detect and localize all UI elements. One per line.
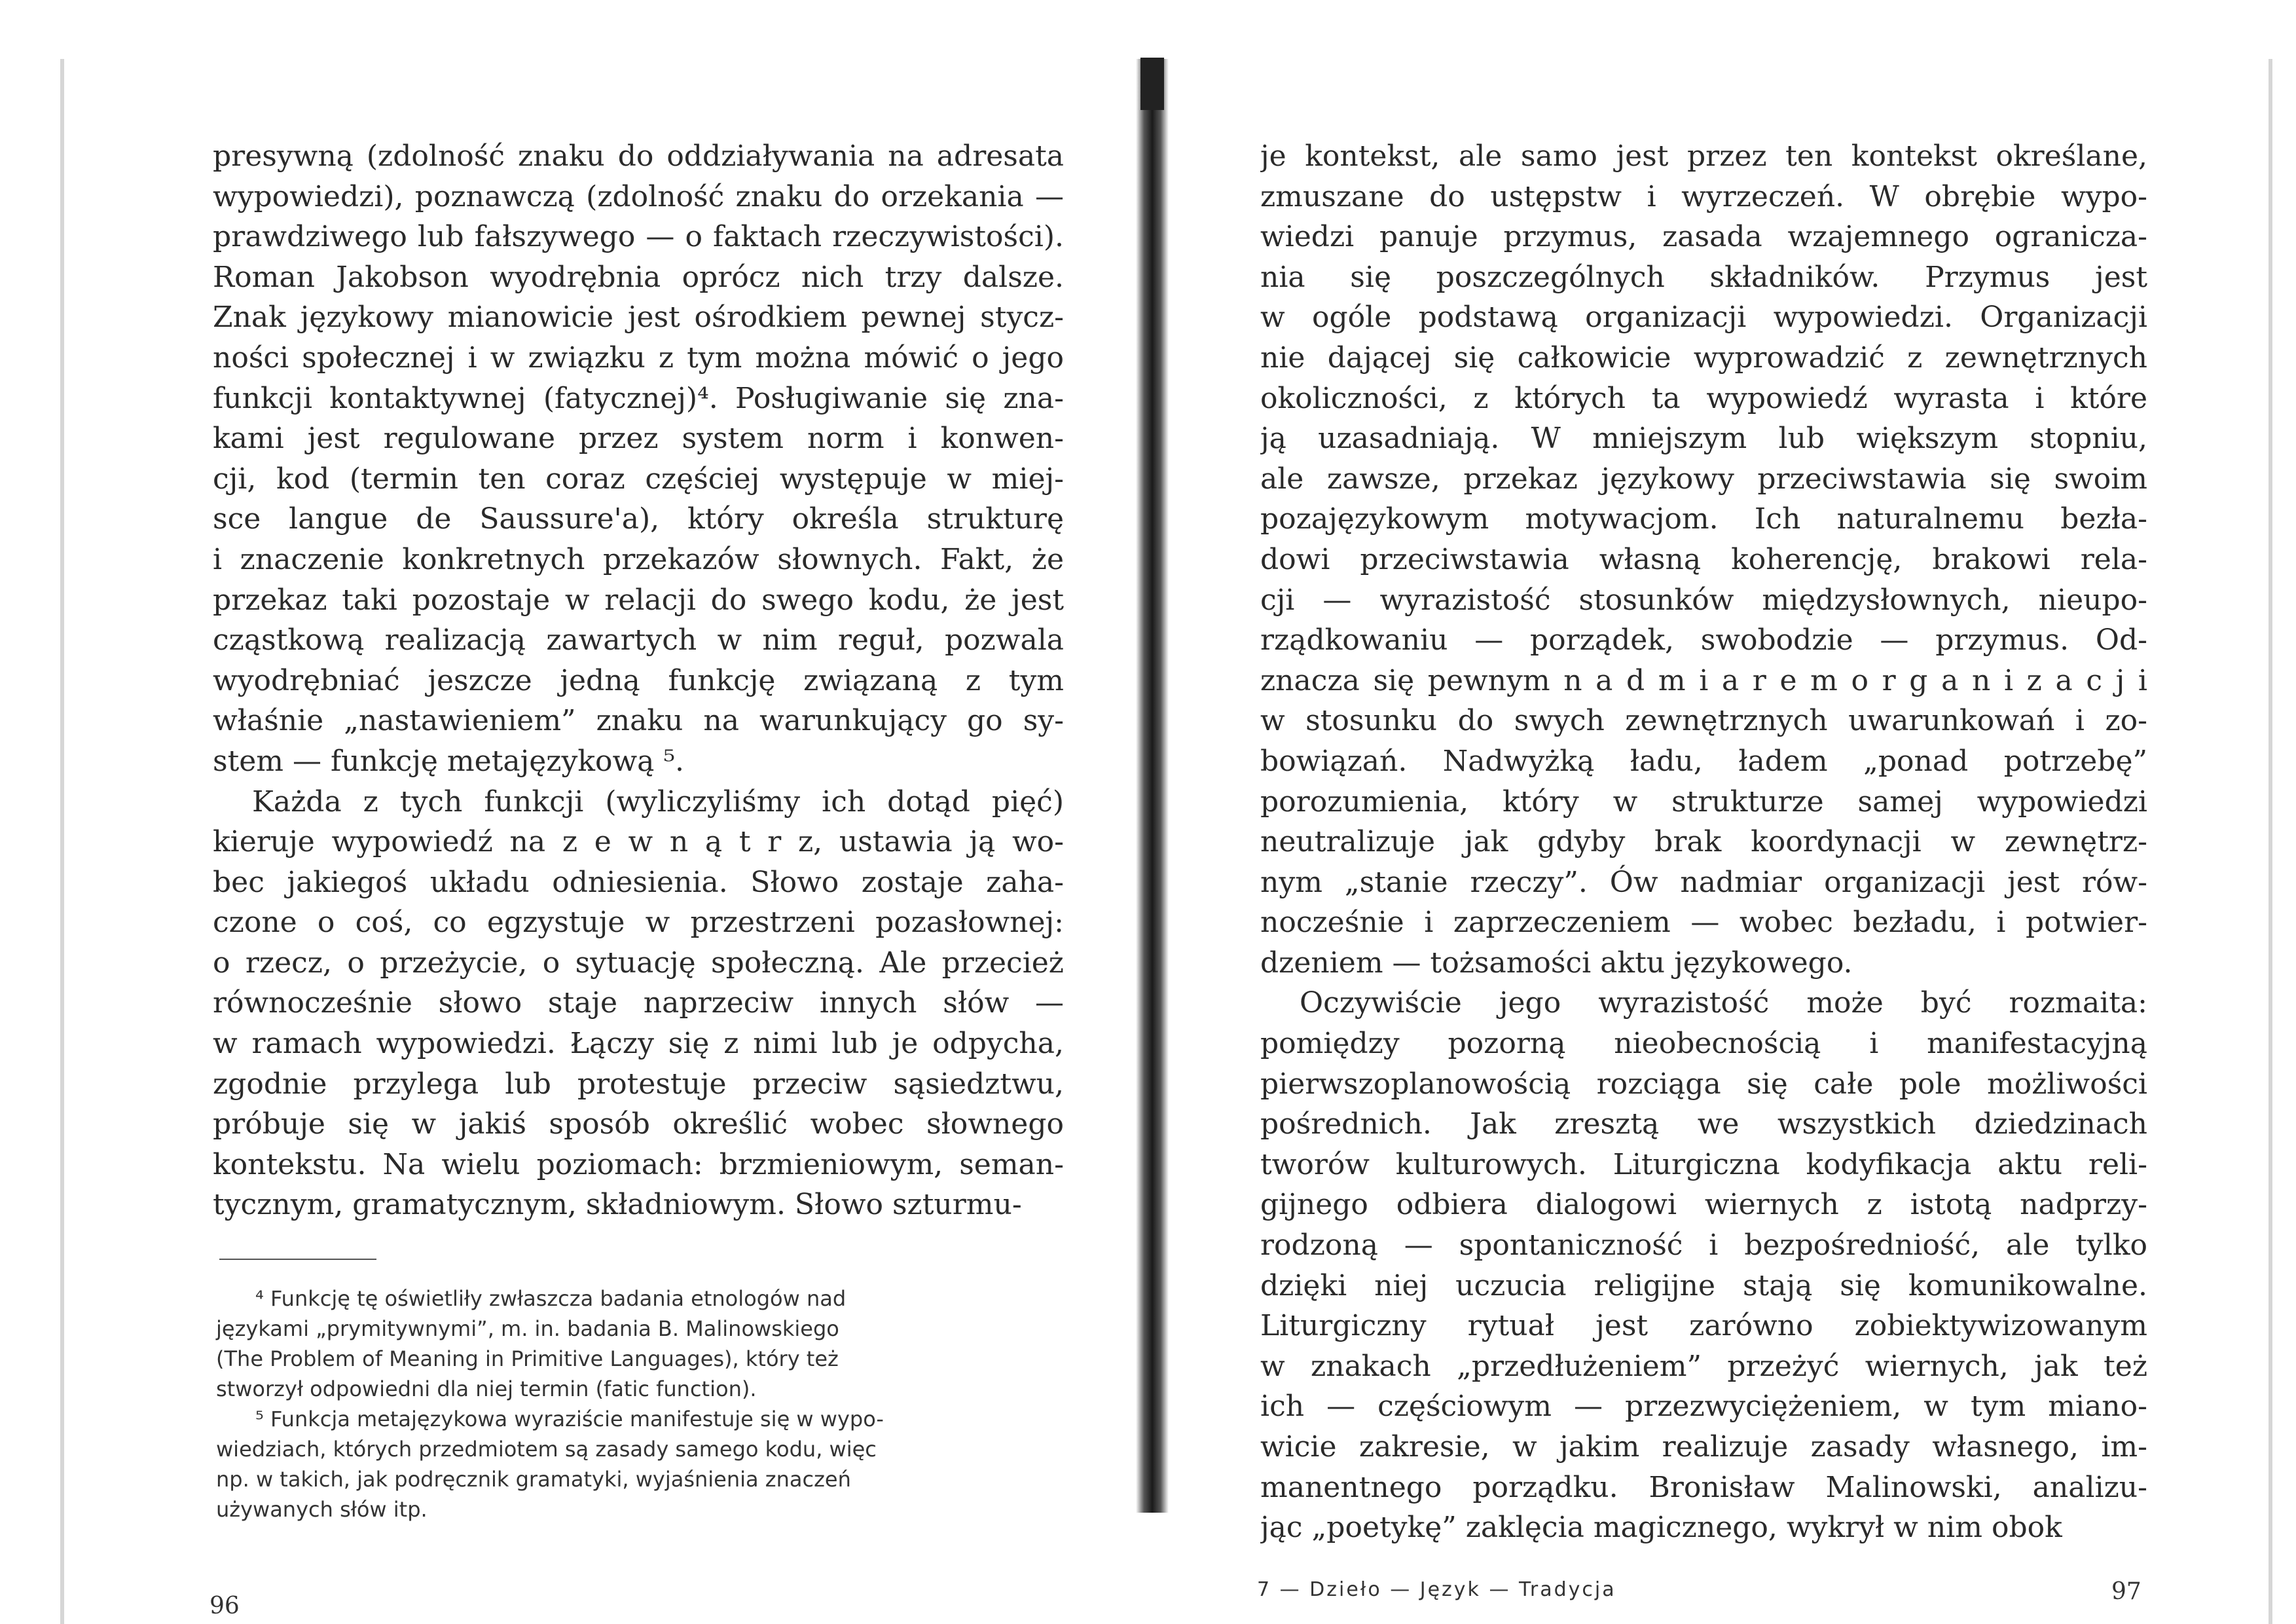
page-number-left: 96: [210, 1593, 240, 1619]
text-line: w znakach „przedłużeniem” przeżyć wiernych, jak też: [1260, 1349, 2147, 1383]
text-line: wyodrębniać jeszcze jedną funkcję związaną z tym: [213, 663, 1064, 697]
text-line: w ogóle podstawą organizacji wypowiedzi. Organizacji: [1260, 301, 2147, 335]
page-edge-shadow: [60, 59, 64, 1624]
text-line: Znak językowy mianowicie jest ośrodkiem pewnej stycz-: [213, 301, 1064, 335]
footnote-line: językami „prymitywnymi”, m. in. badania B. Malinowskiego: [216, 1316, 839, 1341]
text-line: funkcji kontaktywnej (fatycznej)⁴. Posługiwanie się zna-: [213, 381, 1064, 415]
text-line: kontekstu. Na wielu poziomach: brzmieniowym, seman-: [213, 1147, 1064, 1181]
text-line: pośrednich. Jak zresztą we wszystkich dziedzinach: [1260, 1107, 2147, 1141]
text-line: sce langue de Saussure'a), który określa strukturę: [213, 502, 1064, 536]
footnote-line: np. w takich, jak podręcznik gramatyki, wyjaśnienia znaczeń: [216, 1467, 851, 1492]
text-line: wypowiedzi), poznawczą (zdolność znaku do orzekania —: [213, 179, 1064, 213]
text-line: w stosunku do swych zewnętrznych uwarunkowań i zo-: [1260, 704, 2147, 738]
text-line: Oczywiście jego wyrazistość może być rozmaita:: [1300, 986, 2147, 1020]
text-line: pierwszoplanowością rozciąga się całe pole możliwości: [1260, 1067, 2147, 1101]
text-line: nia się poszczególnych składników. Przymus jest: [1260, 260, 2147, 294]
text-line: kieruje wypowiedź na z e w n ą t r z, ustawia ją wo-: [213, 825, 1064, 859]
text-line: nym „stanie rzeczy”. Ów nadmiar organizacji jest rów-: [1260, 865, 2147, 899]
text-line: Liturgiczny rytuał jest zarówno zobiektywizowanym: [1260, 1309, 2147, 1343]
text-line: nocześnie i zaprzeczeniem — wobec bezładu, i potwier-: [1260, 906, 2147, 940]
text-line: ją uzasadniają. W mniejszym lub większym stopniu,: [1260, 422, 2147, 456]
text-line: wicie zakresie, w jakim realizuje zasady własnego, im-: [1260, 1430, 2147, 1464]
text-line: zgodnie przylega lub protestuje przeciw sąsiedztwu,: [213, 1067, 1064, 1101]
text-line: manentnego porządku. Bronisław Malinowski, analizu-: [1260, 1470, 2147, 1504]
footnote-line: (The Problem of Meaning in Primitive Languages), który też: [216, 1346, 839, 1371]
text-line: cząstkową realizacją zawartych w nim reguł, pozwala: [213, 623, 1064, 657]
text-line: pozajęzykowym motywacjom. Ich naturalnemu bezła-: [1260, 502, 2147, 536]
text-line: ich — częściowym — przezwyciężeniem, w tym miano-: [1260, 1390, 2147, 1424]
footnotes: [216, 1283, 1064, 1524]
text-line: nie dającej się całkowicie wyprowadzić z zewnętrznych: [1260, 341, 2147, 375]
footnote-line: stworzył odpowiedni dla niej termin (fatic function).: [216, 1376, 757, 1401]
text-line: kami jest regulowane przez system norm i konwen-: [213, 422, 1064, 456]
text-line: czone o coś, co egzystuje w przestrzeni pozasłownej:: [213, 906, 1064, 940]
left-body-text: [213, 136, 1064, 1225]
text-line: okoliczności, z których ta wypowiedź wyrasta i które: [1260, 381, 2147, 415]
text-line: wiedzi panuje przymus, zasada wzajemnego ogranicza-: [1260, 220, 2147, 254]
text-line: zmuszane do ustępstw i wyrzeczeń. W obrębie wypo-: [1260, 179, 2147, 213]
text-line: dowi przeciwstawia własną koherencję, brakowi rela-: [1260, 542, 2147, 576]
text-line: tycznym, gramatycznym, składniowym. Słowo szturmu-: [213, 1188, 1022, 1222]
text-line: je kontekst, ale samo jest przez ten kontekst określane,: [1260, 139, 2147, 173]
text-line: ale zawsze, przekaz językowy przeciwstawia się swoim: [1260, 462, 2147, 496]
text-line: w ramach wypowiedzi. Łączy się z nimi lub je odpycha,: [213, 1027, 1064, 1061]
text-line: rządkowaniu — porządek, swobodzie — przymus. Od-: [1260, 623, 2147, 657]
text-line: dzięki niej uczucia religijne stają się komunikowalne.: [1260, 1268, 2147, 1302]
text-line: przekaz taki pozostaje w relacji do swego kodu, że jest: [213, 583, 1064, 617]
footnote-rule: [219, 1259, 376, 1260]
text-line: presywną (zdolność znaku do oddziaływania na adresata: [213, 139, 1064, 173]
page-number-right: 97: [2111, 1578, 2141, 1605]
text-line: ności społecznej i w związku z tym można mówić o jego: [213, 341, 1064, 375]
text-line: stem — funkcję metajęzykową ⁵.: [213, 744, 684, 778]
text-line: dzeniem — tożsamości aktu językowego.: [1260, 946, 1853, 980]
text-line: porozumienia, który w strukturze samej wypowiedzi: [1260, 784, 2147, 819]
text-line: i znaczenie konkretnych przekazów słownych. Fakt, że: [213, 542, 1064, 576]
text-line: gijnego odbiera dialogowi wiernych z istotą nadprzy-: [1260, 1188, 2147, 1222]
text-line: jąc „poetykę” zaklęcia magicznego, wykrył w nim obok: [1260, 1511, 2062, 1545]
text-line: równocześnie słowo staje naprzeciw innych słów —: [213, 986, 1064, 1020]
text-line: cji — wyrazistość stosunków międzysłownych, nieupo-: [1260, 583, 2147, 617]
text-line: pomiędzy pozorną nieobecnością i manifestacyjną: [1260, 1027, 2147, 1061]
text-line: neutralizuje jak gdyby brak koordynacji w zewnętrz-: [1260, 825, 2147, 859]
text-line: właśnie „nastawieniem” znaku na warunkujący go sy-: [213, 704, 1064, 738]
text-line: cji, kod (termin ten coraz częściej występuje w miej-: [213, 462, 1064, 496]
footnote-line: używanych słów itp.: [216, 1497, 428, 1522]
text-line: rodzoną — spontaniczność i bezpośredniość, ale tylko: [1260, 1228, 2147, 1263]
running-footer: 7 — Dzieło — Język — Tradycja: [1257, 1578, 1616, 1601]
text-line: Roman Jakobson wyodrębnia oprócz nich trzy dalsze.: [213, 260, 1064, 294]
footnote-line: ⁴ Funkcję tę oświetliły zwłaszcza badania etnologów nad: [255, 1286, 847, 1311]
text-line: znacza się pewnym n a d m i a r e m o r g a n i z a c j i: [1260, 663, 2147, 697]
footnote-line: wiedziach, których przedmiotem są zasady samego kodu, więc: [216, 1437, 877, 1462]
right-page: [1152, 0, 2296, 1624]
text-line: bowiązań. Nadwyżką ładu, ładem „ponad potrzebę”: [1260, 744, 2147, 778]
text-line: próbuje się w jakiś sposób określić wobec słownego: [213, 1107, 1064, 1141]
text-line: o rzecz, o przeżycie, o sytuację społeczną. Ale przecież: [213, 946, 1064, 980]
footnote-line: ⁵ Funkcja metajęzykowa wyraziście manifestuje się w wypo-: [255, 1407, 884, 1431]
page-edge-shadow: [2269, 59, 2272, 1624]
text-line: bec jakiegoś układu odniesienia. Słowo zostaje zaha-: [213, 865, 1064, 899]
right-body-text: [1260, 136, 2147, 1548]
text-line: tworów kulturowych. Liturgiczna kodyfikacja aktu reli-: [1260, 1147, 2147, 1181]
text-line: Każda z tych funkcji (wyliczyliśmy ich dotąd pięć): [252, 784, 1064, 819]
text-line: prawdziwego lub fałszywego — o faktach rzeczywistości).: [213, 220, 1064, 254]
